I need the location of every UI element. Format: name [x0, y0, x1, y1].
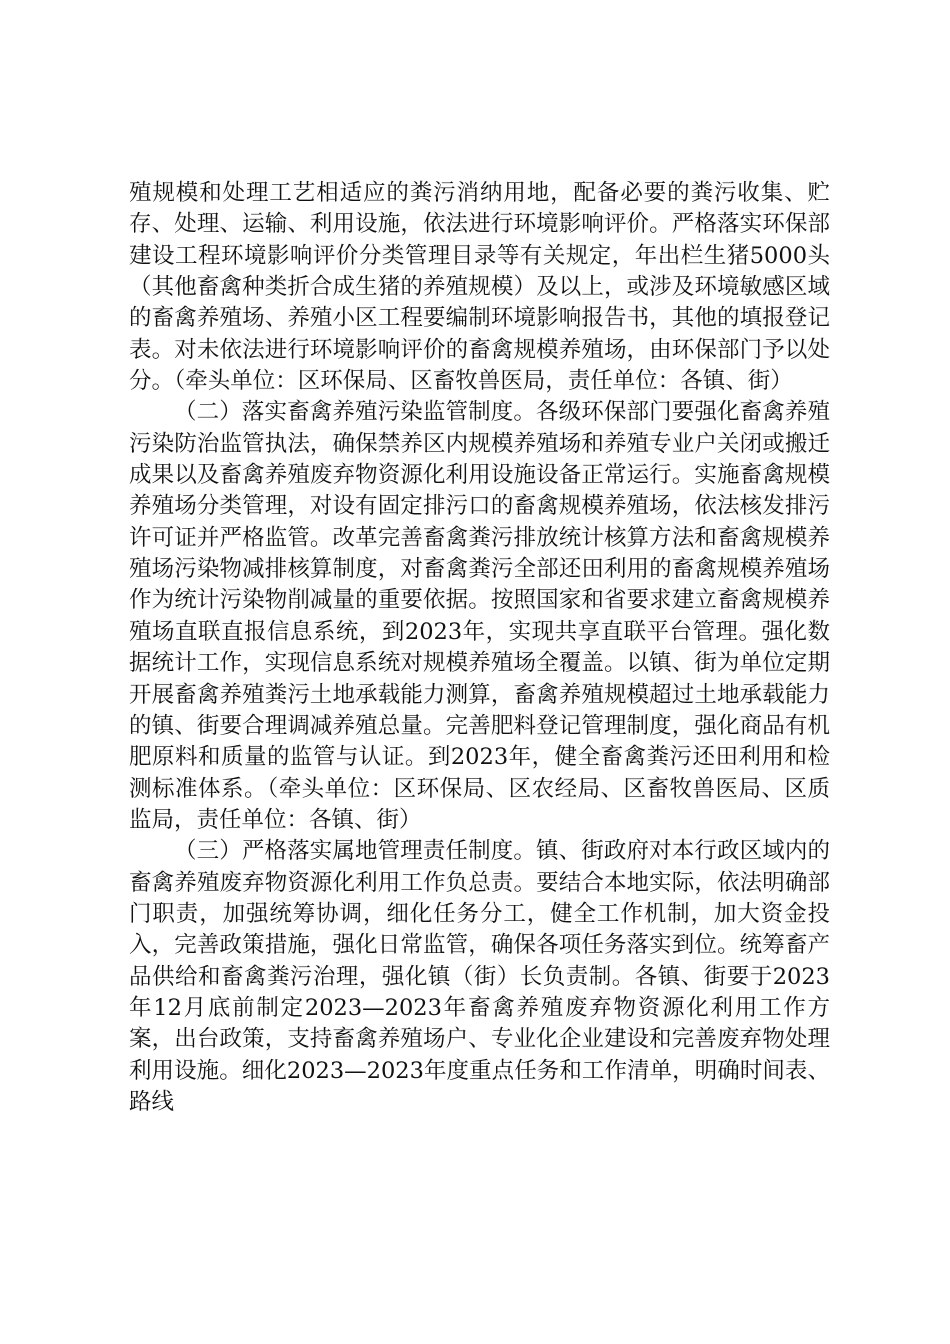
paragraph-section-3: （三）严格落实属地管理责任制度。镇、街政府对本行政区域内的畜禽养殖废弃物资源化利用工作负总责。要结合本地实际，依法明确部门职责，加强统筹协调，细化任务分工，健全工作机制，加大资金投入，完善政策措施，强化日常监管，确保各项任务落实到位。统筹畜产品供给和畜禽粪污治理，强化镇（街）长负责制。各镇、街要于2023年12月底前制定2023—2023年畜禽养殖废弃物资源化利用工作方案，出台政策，支持畜禽养殖场户、专业化企业建设和完善废弃物处理利用设施。细化2023—2023年度重点任务和工作清单，明确时间表、路线 — [129, 838, 830, 1115]
paragraph-section-2: （二）落实畜禽养殖污染监管制度。各级环保部门要强化畜禽养殖污染防治监管执法，确保禁养区内规模养殖场和养殖专业户关闭或搬迁成果以及畜禽养殖废弃物资源化利用设施设备正常运行。实施畜禽规模养殖场分类管理，对设有固定排污口的畜禽规模养殖场，依法核发排污许可证并严格监管。改革完善畜禽粪污排放统计核算方法和畜禽规模养殖场污染物减排核算制度，对畜禽粪污全部还田利用的畜禽规模养殖场作为统计污染物削减量的重要依据。按照国家和省要求建立畜禽规模养殖场直联直报信息系统，到2023年，实现共享直联平台管理。强化数据统计工作，实现信息系统对规模养殖场全覆盖。以镇、街为单位定期开展畜禽养殖粪污土地承载能力测算，畜禽养殖规模超过土地承载能力的镇、街要合理调减养殖总量。完善肥料登记管理制度，强化商品有机肥原料和质量的监管与认证。到2023年，健全畜禽粪污还田利用和检测标准体系。（牵头单位：区环保局、区农经局、区畜牧兽医局、区质监局，责任单位：各镇、街） — [129, 399, 830, 833]
paragraph-continuation: 殖规模和处理工艺相适应的粪污消纳用地，配备必要的粪污收集、贮存、处理、运输、利用设施，依法进行环境影响评价。严格落实环保部建设工程环境影响评价分类管理目录等有关规定，年出栏生猪5000头（其他畜禽种类折合成生猪的养殖规模）及以上，或涉及环境敏感区域的畜禽养殖场、养殖小区工程要编制环境影响报告书，其他的填报登记表。对未依法进行环境影响评价的畜禽规模养殖场，由环保部门予以处分。（牵头单位：区环保局、区畜牧兽医局，责任单位：各镇、街） — [129, 180, 830, 395]
document-body — [129, 178, 830, 1118]
